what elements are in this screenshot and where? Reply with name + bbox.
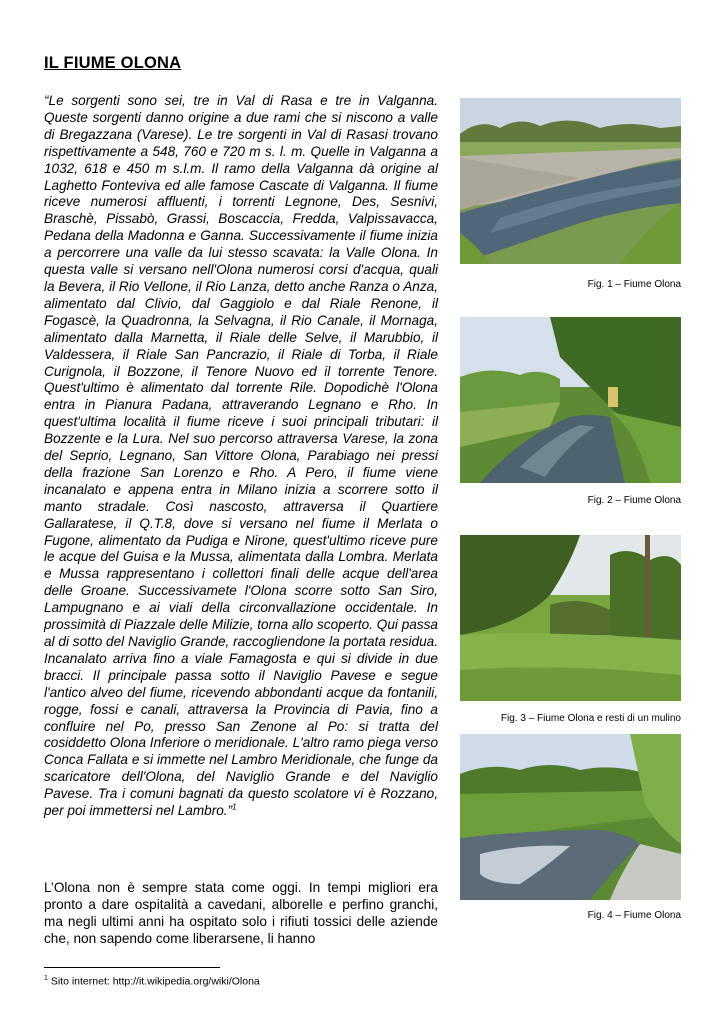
figure-1-photo	[460, 98, 681, 264]
quote-paragraph	[44, 93, 438, 820]
page-title: IL FIUME OLONA	[44, 54, 182, 72]
quote-text: “Le sorgenti sono sei, tre in Val di Rasa e tre in Valganna. Queste sorgenti danno origine a due rami che si niscono a valle di Bregazzana (Varese). Le tre sorgenti in Val di Rasasi trovano rispettivamente a 548, 760 e 720 m s. l. m. Quelle in Valganna a 1032, 618 e 450 m s.l.m. Il ramo della Valganna dà origine al Laghetto Fonteviva ed alle famose Cascate di Valganna. Il fiume riceve numerosi affluenti, i torrenti Legnone, Des, Sesnivi, Braschè, Pissabò, Grassi, Boscaccia, Fredda, Valpissavacca, Pedana della Madonna e Ganna. Successivamente il fiume inizia a percorrere una valle da lui stesso scavata: la Valle Olona. In questa valle si versano nell'Olona numerosi corsi d'acqua, quali la Bevera, il Rio Vellone, il Rio Lanza, detto anche Ranza o Anza, alimentato dal Clivio, dal Gaggiolo e dal Riale Renone, il Fogascè, la Quadronna, la Selvagna, il Rio Canale, il Mornaga, alimentato dalla Marnetta, il Riale delle Selve, il Marubbio, il Valdessera, il Riale San Pancrazio, il Riale di Torba, il Riale Curignola, il Bozzone, il Tenore Nuovo ed il torrente Tenore. Quest'ultimo è alimentato dal torrente Rile. Dopodichè l'Olona entra in Pianura Padana, attraverando Legnano e Rho. In quest'ultima località il fiume riceve i suoi principali tributari: il Bozzente e la Lura. Nel suo percorso attraversa Varese, la zona del Seprio, Legnano, San Vittore Olona, Parabiago nei pressi della frazione San Lorenzo e Rho. A Pero, il fiume viene incanalato e appena entra in Milano inizia a scorrere sotto il manto stradale. Così nascosto, attraversa il Quartiere Gallaratese, il Q.T.8, dove si versano nel fiume il Merlata o Fugone, alimentato da Pudiga e Nirone, quest'ultimo riceve pure le acque del Guisa e la Mussa, alimentata dalla Lombra. Merlata e Mussa rappresentano i collettori finali delle acque dell'area delle Groane. Successivamete l'Olona scorre sotto San Siro, Lampugnano e ai viali della circonvallazione occidentale. In prossimità di Piazzale delle Milizie, torna allo scoperto. Qui passa al di sotto del Naviglio Grande, raccogliendone la portata residua. Incanalato arriva fino a viale Famagosta e qui si divide in due bracci. Il principale passa sotto il Naviglio Pavese e segue l'antico alveo del fiume, ricevendo abbondanti acque da fontanili, rogge, fossi e canali, attraversa la Provincia di Pavia, fino a confluire nel Po, presso San Zenone al Po: si tratta del cosiddetto Olona Inferiore o meridionale. L'altro ramo piega verso Conca Fallata e si immette nel Lambro Meridionale, che funge da scaricatore dell'Olona, del Naviglio Grande e del Naviglio Pavese. Tra i comuni bagnati da questo scolatore vi è Rozzano, per poi immettersi nel Lambro.”	[44, 93, 439, 819]
figure-3-caption: Fig. 3 – Fiume Olona e resti di un mulino	[500, 713, 681, 724]
footnote	[44, 975, 260, 988]
figure-1-caption: Fig. 1 – Fiume Olona	[587, 279, 681, 290]
footnote-reference[interactable]: 1	[232, 802, 237, 812]
figure-2-caption: Fig. 2 – Fiume Olona	[587, 495, 681, 506]
figure-4-caption: Fig. 4 – Fiume Olona	[587, 910, 681, 921]
footnote-divider	[44, 967, 220, 968]
figure-3-photo	[460, 535, 681, 701]
figure-4-photo	[460, 734, 681, 900]
footnote-text: Sito internet: http://it.wikipedia.org/wiki/Olona	[50, 975, 260, 988]
footnote-mark: 1	[44, 975, 48, 982]
body-paragraph: L’Olona non è sempre stata come oggi. In tempi migliori era pronto a dare ospitalità a cavedani, alborelle e perfino granchi, ma negli ultimi anni ha ospitato solo i rifiuti tossici delle aziende che, non sapendo come liberarsene, li hanno	[44, 880, 438, 946]
figure-2-photo	[460, 317, 681, 483]
